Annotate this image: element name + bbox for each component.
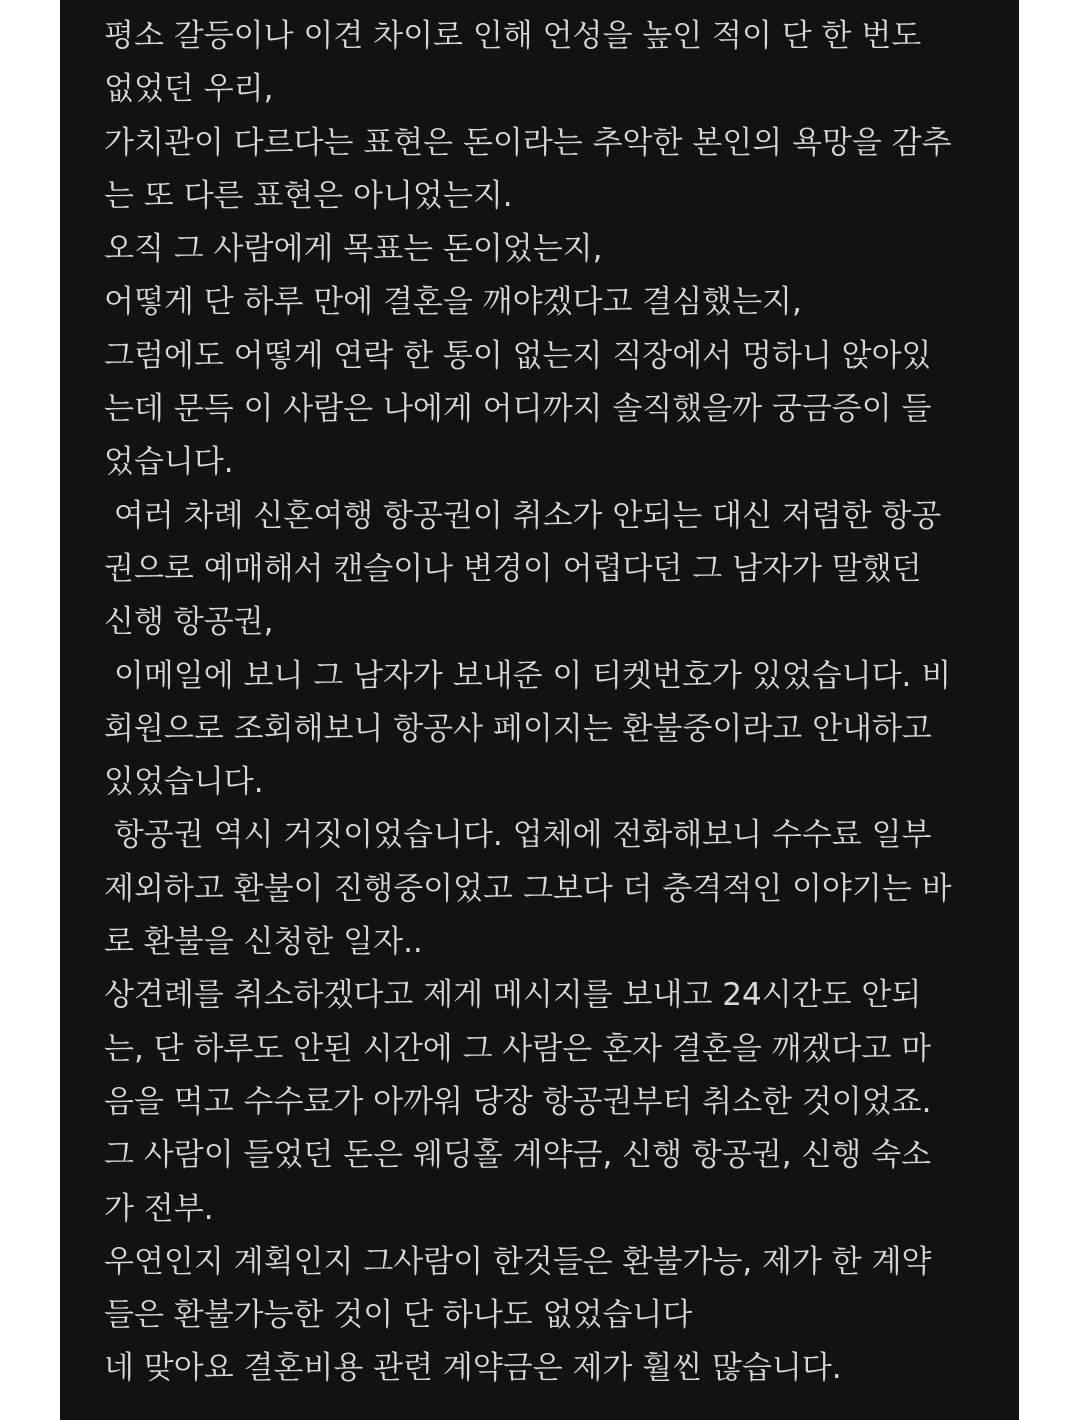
text-line: 었습니다. [104,444,234,481]
text-line: 는, 단 하루도 안된 시간에 그 사람은 혼자 결혼을 깨겠다고 마 [104,1030,932,1067]
text-line: 권으로 예매해서 캔슬이나 변경이 어렵다던 그 남자가 말했던 [104,550,922,587]
text-line: 상견례를 취소하겠다고 제게 메시지를 보내고 24시간도 안되 [104,977,922,1014]
text-line: 네 맞아요 결혼비용 관련 계약금은 제가 훨씬 많습니다. [104,1350,842,1387]
text-line: 회원으로 조회해보니 항공사 페이지는 환불중이라고 안내하고 [104,710,932,747]
post-text [104,10,984,1396]
text-line: 여러 차례 신혼여행 항공권이 취소가 안되는 대신 저렴한 항공 [104,497,942,534]
text-line: 이메일에 보니 그 남자가 보내준 이 티켓번호가 있었습니다. 비 [104,657,952,694]
text-line: 로 환불을 신청한 일자.. [104,924,423,961]
text-line: 평소 갈등이나 이견 차이로 인해 언성을 높인 적이 단 한 번도 [104,18,922,54]
text-line: 그럼에도 어떻게 연락 한 통이 없는지 직장에서 멍하니 앉아있 [104,337,932,374]
text-line: 는데 문득 이 사람은 나에게 어디까지 솔직했을까 궁금증이 들 [104,391,932,428]
text-line: 음을 먹고 수수료가 아까워 당장 항공권부터 취소한 것이었죠. [104,1083,932,1120]
text-line: 가 전부. [104,1190,214,1227]
text-line: 없었던 우리, [104,71,274,108]
text-line: 오직 그 사람에게 목표는 돈이었는지, [104,231,603,268]
text-line: 어떻게 단 하루 만에 결혼을 깨야겠다고 결심했는지, [104,284,802,321]
text-line: 는 또 다른 표현은 아니었는지. [104,177,513,214]
text-line: 우연인지 계획인지 그사람이 한것들은 환불가능, 제가 한 계약 [104,1243,932,1280]
text-line: 항공권 역시 거짓이었습니다. 업체에 전화해보니 수수료 일부 [104,817,932,854]
text-line: 제외하고 환불이 진행중이었고 그보다 더 충격적인 이야기는 바 [104,870,952,907]
text-line: 들은 환불가능한 것이 단 하나도 없었습니다 [104,1297,693,1334]
text-line: 가치관이 다르다는 표현은 돈이라는 추악한 본인의 욕망을 감추 [104,124,952,161]
text-line: 있었습니다. [104,764,264,801]
post-body-panel [60,0,1019,1420]
text-line: 신행 항공권, [104,604,274,641]
text-line: 그 사람이 들었던 돈은 웨딩홀 계약금, 신행 항공권, 신행 숙소 [104,1137,932,1174]
